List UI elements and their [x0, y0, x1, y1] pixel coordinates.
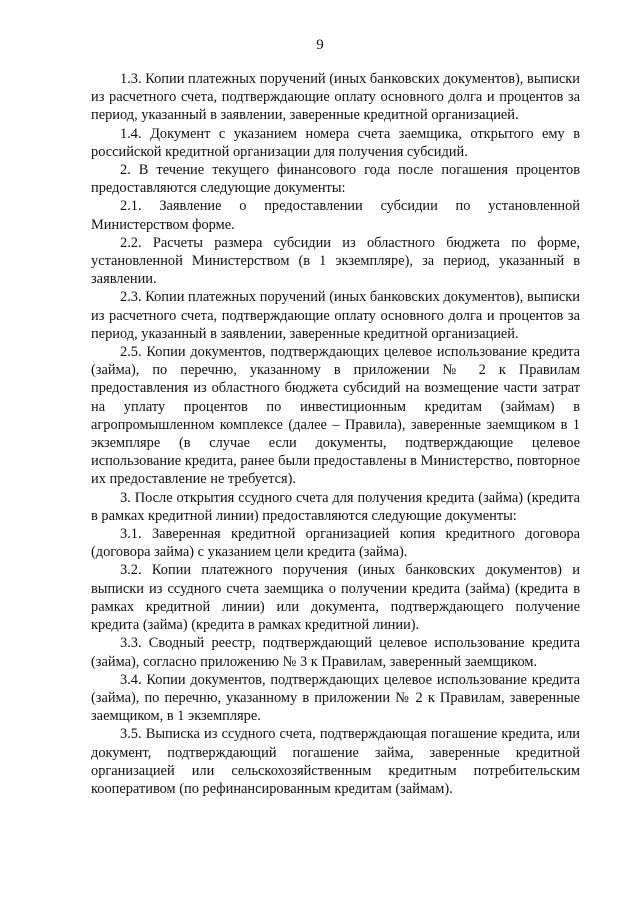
paragraph-2-2: 2.2. Расчеты размера субсидии из областного бюджета по форме, установленной Министерством (в 1 экземпляре), за период, указанный в заявлении. — [91, 234, 580, 288]
paragraph-2-1: 2.1. Заявление о предоставлении субсидии по установленной Министерством форме. — [91, 198, 580, 233]
paragraph-2-3: 2.3. Копии платежных поручений (иных банковских документов), выписки из расчетного счета, подтверждающие оплату основного долга и процентов за период, указанный в заявлении, заверенные кредитной организацией. — [91, 289, 580, 342]
paragraph-1-3: 1.3. Копии платежных поручений (иных банковских документов), выписки из расчетного счета, подтверждающие оплату основного долга и процентов за период, указанный в заявлении, заверенные кредитной организацией. — [91, 71, 580, 124]
document-body — [91, 70, 580, 798]
paragraph-3-1: 3.1. Заверенная кредитной организацией копия кредитного договора (договора займа) с указанием цели кредита (займа). — [91, 526, 580, 561]
paragraph-1-4: 1.4. Документ с указанием номера счета заемщика, открытого ему в российской кредитной организации для получения субсидий. — [91, 125, 580, 160]
paragraph-3-4: 3.4. Копии документов, подтверждающих целевое использование кредита (займа), по перечню, указанному в приложении № 2 к Правилам, заверенные заемщиком, в 1 экземпляре. — [91, 671, 580, 725]
paragraph-3-3: 3.3. Сводный реестр, подтверждающий целевое использование кредита (займа), согласно приложению № 3 к Правилам, заверенный заемщиком. — [91, 635, 580, 670]
paragraph-3: 3. После открытия ссудного счета для получения кредита (займа) (кредита в рамках кредитной линии) предоставляются следующие документы: — [91, 489, 580, 524]
paragraph-3-2: 3.2. Копии платежного поручения (иных банковских документов) и выписки из ссудного счета заемщика о получении кредита (займа) (кредита в рамках кредитной линии) или документа, подтверждающего получение кредита (займа) (кредита в рамках кредитной линии). — [91, 562, 580, 634]
paragraph-3-5: 3.5. Выписка из ссудного счета, подтверждающая погашение кредита, или документ, подтверждающий погашение займа, заверенные кредитной организацией или сельскохозяйственным кредитным потребительским кооперативом (по рефинансированным кредитам (займам). — [91, 726, 580, 797]
paragraph-2: 2. В течение текущего финансового года после погашения процентов предоставляются следующие документы: — [91, 162, 580, 197]
paragraph-2-5: 2.5. Копии документов, подтверждающих целевое использование кредита (займа), по перечню, указанному в приложении № 2 к Правилам предоставления из областного бюджета субсидий на возмещение части затрат на уплату процентов по инвестиционным кредитам (займам) в агропромышленном комплексе (далее – Правила), заверенные заемщиком в 1 экземпляре (в случае если документы, подтверждающие целевое использование кредита, ранее были предоставлены в Министерство, повторное их предоставление не требуется). — [91, 344, 580, 488]
page-number: 9 — [316, 37, 324, 53]
